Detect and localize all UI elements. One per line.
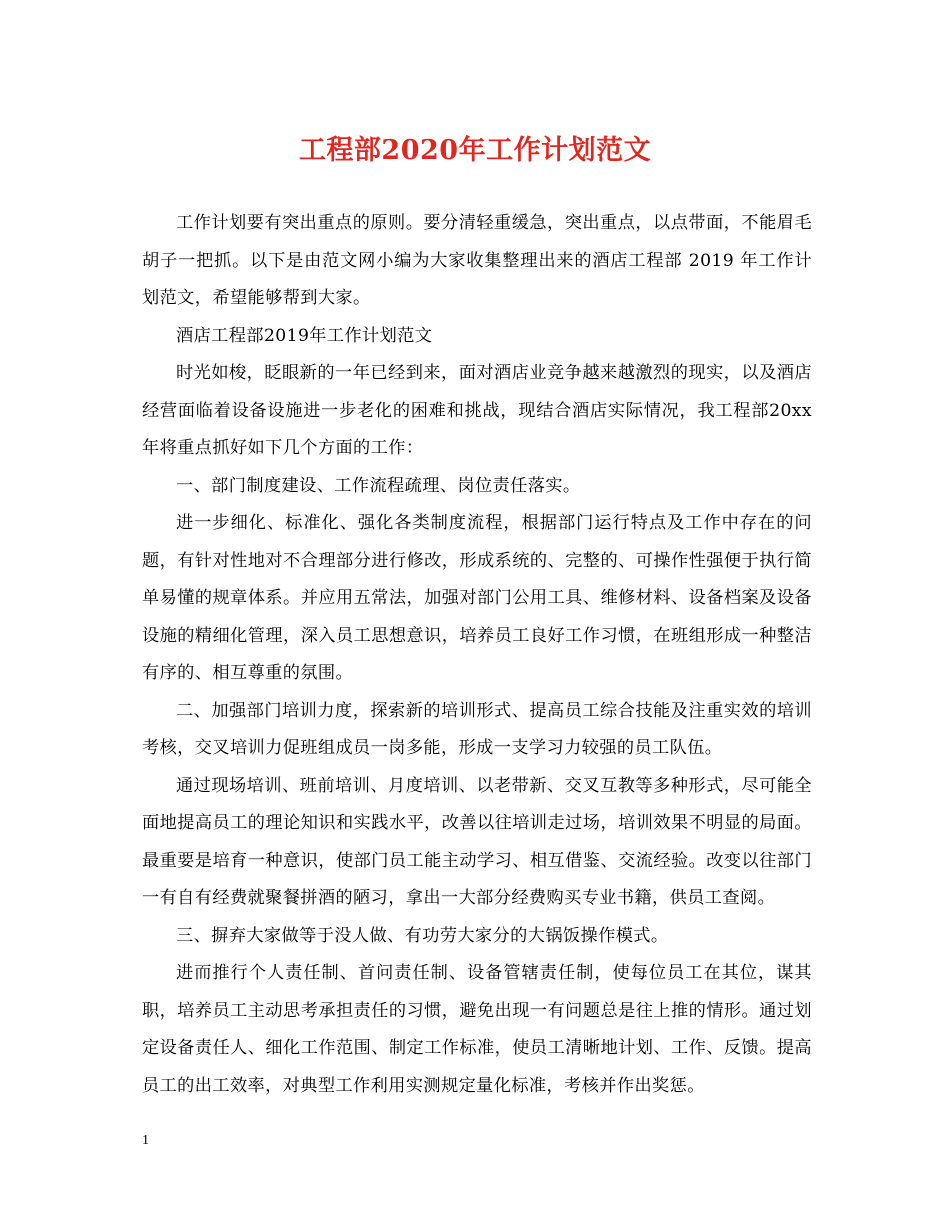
paragraph-intro: 工作计划要有突出重点的原则。要分清轻重缓急，突出重点，以点带面，不能眉毛胡子一把抓。以下是由范文网小编为大家收集整理出来的酒店工程部 2019 年工作计划范文，希望能够帮到大家。	[142, 213, 812, 308]
section-heading-2: 二、加强部门培训力度，探索新的培训形式、提高员工综合技能及注重实效的培训考核，交叉培训力促班组成员一岗多能，形成一支学习力较强的员工队伍。	[142, 700, 812, 758]
paragraph-opening: 时光如梭，眨眼新的一年已经到来，面对酒店业竞争越来越激烈的现实，以及酒店经营面临着设备设施进一步老化的困难和挑战，现结合酒店实际情况，我工程部20xx年将重点抓好如下几个方面的工作：	[142, 363, 812, 458]
page-number: 1	[142, 1133, 149, 1148]
paragraph-section-2: 通过现场培训、班前培训、月度培训、以老带新、交叉互教等多种形式，尽可能全面地提高员工的理论知识和实践水平，改善以往培训走过场，培训效果不明显的局面。最重要是培育一种意识，使部门员工能主动学习、相互借鉴、交流经验。改变以往部门一有自有经费就聚餐拼酒的陋习，拿出一大部分经费购买专业书籍，供员工查阅。	[142, 775, 812, 908]
section-heading-1: 一、部门制度建设、工作流程疏理、岗位责任落实。	[176, 475, 581, 496]
paragraph-section-3: 进而推行个人责任制、首问责任制、设备管辖责任制，使每位员工在其位，谋其职，培养员工主动思考承担责任的习惯，避免出现一有问题总是往上推的情形。通过划定设备责任人、细化工作范围、制定工作标准，使员工清晰地计划、工作、反馈。提高员工的出工效率，对典型工作利用实测规定量化标准，考核并作出奖惩。	[142, 963, 812, 1096]
section-heading-3: 三、摒弃大家做等于没人做、有功劳大家分的大锅饭操作模式。	[176, 925, 669, 946]
paragraph-subtitle: 酒店工程部2019年工作计划范文	[176, 325, 433, 346]
document-title: 工程部2020年工作计划范文	[298, 135, 652, 166]
document-body	[142, 205, 812, 1105]
paragraph-section-1: 进一步细化、标准化、强化各类制度流程，根据部门运行特点及工作中存在的问题，有针对性地对不合理部分进行修改，形成系统的、完整的、可操作性强便于执行简单易懂的规章体系。并应用五常法，加强对部门公用工具、维修材料、设备档案及设备设施的精细化管理，深入员工思想意识，培养员工良好工作习惯，在班组形成一种整洁有序的、相互尊重的氛围。	[142, 513, 812, 683]
